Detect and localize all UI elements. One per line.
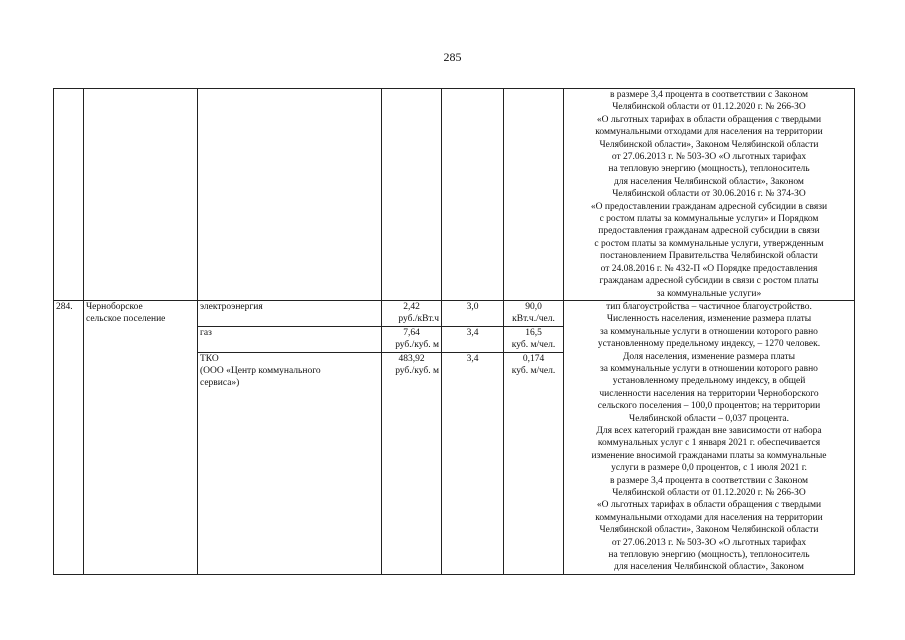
- text-line: Челябинской области от 01.12.2020 г. № 266-ЗО: [612, 488, 806, 498]
- text-line: сельского поселения – 100,0 процентов; на территории: [597, 401, 821, 412]
- text-line: «О предоставлении гражданам адресной субсидии в связи: [590, 201, 828, 212]
- text-line: на тепловую энергию (мощность), теплоноситель: [608, 550, 810, 561]
- text-line: тип благоустройства – частичное благоустройство.: [606, 301, 812, 312]
- settlement-name: Черноборское: [86, 301, 143, 312]
- cell-prev-notes: [564, 89, 855, 301]
- cell-prev-settlement: [84, 89, 198, 301]
- text-line: Челябинской области от 30.06.2016 г. № 374-ЗО: [612, 189, 806, 200]
- text-line: услуги в размере 0,0 процентов, с 1 июля 2021 г.: [611, 463, 807, 474]
- cell-index: [442, 326, 504, 352]
- cell-service-name: [198, 352, 382, 574]
- service-name: ТКО: [200, 353, 219, 364]
- text-line: от 27.06.2013 г. № 503-ЗО «О льготных тарифах: [611, 537, 807, 548]
- text-line: в размере 3,4 процента в соответствии с Законом: [609, 90, 809, 100]
- row-number: 284.: [56, 301, 73, 312]
- text-line: для населения Челябинской области», Законом: [614, 176, 804, 187]
- text-line: Челябинской области от 01.12.2020 г. № 266-ЗО: [612, 102, 806, 113]
- text-line: от 27.06.2013 г. № 503-ЗО «О льготных тарифах: [611, 152, 807, 163]
- norm-value: 90,0: [525, 301, 542, 312]
- text-line: численности населения на территории Черноборского: [599, 388, 819, 399]
- cell-notes: [564, 300, 855, 574]
- page-number: 285: [443, 50, 462, 64]
- text-line: установленному предельному индексу, – 1270 человек.: [597, 339, 821, 350]
- text-line: для населения Челябинской области», Законом: [614, 562, 804, 573]
- text-line: на тепловую энергию (мощность), теплоноситель: [608, 164, 810, 175]
- text-line: Для всех категорий граждан вне зависимости от набора: [596, 425, 822, 436]
- cell-settlement: [84, 300, 198, 574]
- text-line: Челябинской области», Законом Челябинской области: [599, 139, 819, 150]
- text-line: Доля населения, изменение размера платы: [622, 351, 796, 362]
- cell-row-number: [54, 300, 84, 574]
- index-value: 3,0: [466, 301, 479, 312]
- tariff-value: 483,92: [398, 353, 425, 364]
- text-line: за коммунальные услуги»: [656, 288, 762, 299]
- cell-index: [442, 352, 504, 574]
- cell-service-name: [198, 300, 382, 326]
- index-value: 3,4: [466, 327, 479, 338]
- text-line: «О льготных тарифах в области обращения с твердыми: [596, 500, 822, 511]
- norm-value: 0,174: [522, 353, 545, 364]
- cell-tariff: [382, 300, 442, 326]
- cell-index: [442, 300, 504, 326]
- text-line: коммунальными отходами для населения на территории: [595, 512, 823, 523]
- text-line: коммунальными отходами для населения на территории: [595, 127, 823, 138]
- text-line: «О льготных тарифах в области обращения с твердыми: [596, 114, 822, 125]
- text-line: от 24.08.2016 г. № 432-П «О Порядке предоставления: [600, 263, 818, 274]
- table-row-service-electricity: [54, 300, 855, 326]
- text-line: за коммунальные услуги в отношении которого равно: [600, 326, 818, 337]
- norm-unit: кВт.ч./чел.: [512, 314, 555, 325]
- norm-unit: куб. м/чел.: [511, 365, 556, 376]
- service-operator: сервиса»): [200, 378, 240, 389]
- tariff-value: 2,42: [403, 301, 420, 312]
- text-line: гражданам адресной субсидии в связи с ростом платы: [599, 276, 819, 287]
- text-line: Челябинской области – 0,037 процента.: [629, 413, 789, 424]
- tariff-unit: руб./куб. м: [395, 365, 439, 376]
- cell-tariff: [382, 352, 442, 574]
- tariff-table: [53, 88, 855, 575]
- cell-norm: [504, 352, 564, 574]
- norm-value: 16,5: [525, 327, 542, 338]
- text-line: установленному предельному индексу, в общей: [612, 376, 806, 387]
- text-line: в размере 3,4 процента в соответствии с Законом: [609, 475, 809, 486]
- norm-unit: куб. м/чел.: [511, 340, 556, 351]
- service-name: газ: [200, 327, 212, 338]
- service-name: электроэнергия: [200, 301, 263, 312]
- cell-prev-service: [198, 89, 382, 301]
- text-line: предоставления гражданам адресной субсидии в связи: [598, 226, 820, 237]
- text-line: Численность населения, изменение размера платы: [606, 314, 812, 325]
- text-line: постановлением Правительства Челябинской области: [600, 251, 818, 262]
- index-value: 3,4: [466, 353, 479, 364]
- text-line: изменение вносимой гражданами платы за коммунальные: [591, 450, 827, 461]
- text-line: коммунальных услуг с 1 января 2021 г. обеспечивается: [597, 438, 821, 449]
- settlement-type: сельское поселение: [86, 314, 166, 325]
- cell-prev-number: [54, 89, 84, 301]
- service-operator: (ООО «Центр коммунального: [200, 365, 321, 376]
- tariff-unit: руб./кВт.ч: [398, 314, 439, 325]
- cell-prev-norm: [504, 89, 564, 301]
- text-line: с ростом платы за коммунальные услуги» и Порядком: [599, 214, 819, 225]
- text-line: Челябинской области», Законом Челябинской области: [599, 525, 819, 536]
- cell-prev-tariff: [382, 89, 442, 301]
- cell-norm: [504, 326, 564, 352]
- cell-service-name: [198, 326, 382, 352]
- text-line: с ростом платы за коммунальные услуги, утвержденным: [594, 238, 824, 249]
- cell-prev-index: [442, 89, 504, 301]
- tariff-unit: руб./куб. м: [395, 340, 439, 351]
- cell-tariff: [382, 326, 442, 352]
- text-line: за коммунальные услуги в отношении которого равно: [600, 363, 818, 374]
- table-row-previous: [54, 89, 855, 301]
- tariff-value: 7,64: [403, 327, 420, 338]
- cell-norm: [504, 300, 564, 326]
